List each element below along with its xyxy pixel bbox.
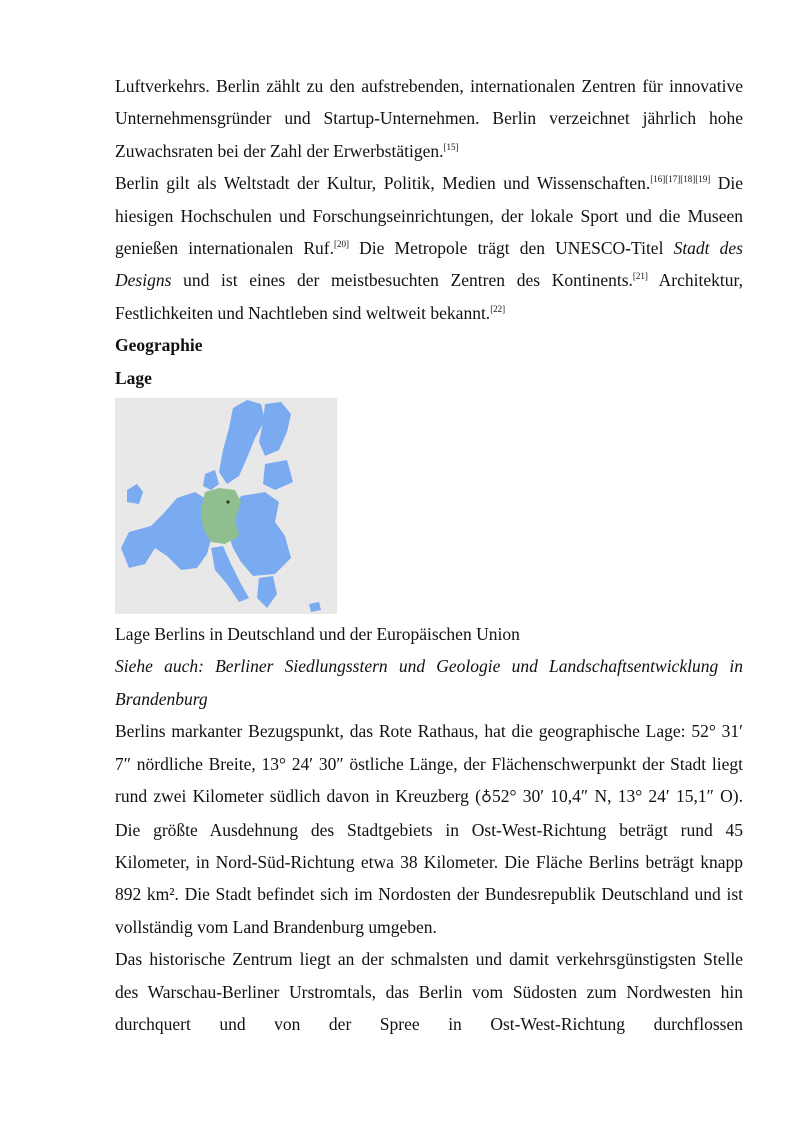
sentence: Berlins markanter Bezugspunkt, das Rote Rathaus, hat die geographische Lage: 52° 31′ 7″ nördliche Breite, 13° 24′ 30″ östliche Länge, der Flächenschwerpunkt der Stadt liegt rund zwei Kilometer südlich davon in Kreuzberg ( [115,721,743,807]
paragraph-historic-center: Das historische Zentrum liegt an der schmalsten und damit verkehrsgünstigsten Stelle des Warschau-Berliner Urstromtals, das Berlin vom Südosten zum Nordwesten hin durchquert und von der Spree in Ost-West-Richtung durchflossen [115,949,743,1034]
footnote-ref[interactable]: [20] [334,239,350,250]
footnote-ref[interactable]: [16][17][18][19] [650,174,711,185]
footnote-ref[interactable]: [21] [632,271,648,282]
sentence: 52° 30′ 10,4″ N, 13° 24′ 15,1″ O). Die größte Ausdehnung des Stadtgebiets in Ost-West-Richtung beträgt rund 45 Kilometer, in Nord-Süd-Richtung etwa 38 Kilometer. Die Fläche Berlins beträgt knapp 892 km². Die Stadt befindet sich im Nordosten der Bundesrepublik Deutschland und ist vollständig vom Land Brandenburg umgeben. [115,786,743,937]
sentence: Architektur, Festlichkeiten und Nachtleben sind weltweit bekannt. [115,270,743,323]
berlin-marker [226,500,229,503]
subsection-heading: Lage [115,367,152,388]
europe-locator-map[interactable] [115,398,337,614]
see-also-note[interactable]: Siehe auch: Berliner Siedlungsstern und Geologie und Landschaftsentwicklung in Brandenburg [115,656,743,709]
paragraph-culture [115,167,743,329]
sentence: Die Metropole trägt den UNESCO-Titel [349,238,674,259]
footnote-ref[interactable]: [22] [490,303,506,314]
section-heading: Geographie [115,335,203,356]
map-caption: Lage Berlins in Deutschland und der Europäischen Union [115,624,520,645]
paragraph-economy [115,70,743,167]
unesco-title: Stadt des Designs [115,238,743,291]
globe-icon[interactable]: ♁ [481,788,492,807]
sentence: Die hiesigen Hochschulen und Forschungseinrichtungen, der lokale Sport und die Museen genießen internationalen Ruf. [115,173,743,259]
article-body [115,70,743,1040]
sentence: Berlin gilt als Weltstadt der Kultur, Politik, Medien und Wissenschaften. [115,173,651,194]
paragraph-text: Luftverkehrs. Berlin zählt zu den aufstrebenden, internationalen Zentren für innovative Unternehmensgründer und Startup-Unternehmen. Berlin verzeichnet jährlich hohe Zuwachsraten bei der Zahl der Erwerbstätigen. [115,76,743,161]
map-image [115,398,337,614]
sentence: und ist eines der meistbesuchten Zentren des Kontinents. [171,270,633,291]
paragraph-location [115,715,743,943]
footnote-ref[interactable]: [15] [443,141,459,152]
